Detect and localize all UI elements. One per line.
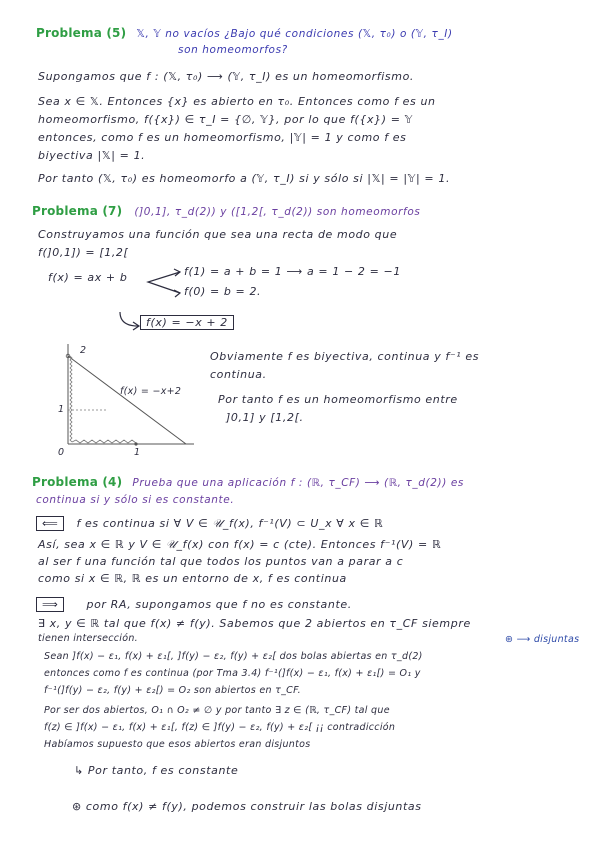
forward-line: Por ser dos abiertos, O₁ ∩ O₂ ≠ ∅ y por tanto ∃ z ∈ (ℝ, τ_CF) tal que xyxy=(44,705,390,716)
forward-line: entonces como f es continua (por Tma 3.4) f⁻¹(]f(x) − ε₁, f(x) + ε₁[) = O₁ y xyxy=(44,668,421,679)
forward-line: tienen intersección. xyxy=(38,633,138,644)
equation-f1: f(1) = a + b = 1 ⟶ a = 1 − 2 = −1 xyxy=(184,265,401,278)
problem-7-statement: (]0,1], τ_d(2)) y ([1,2[, τ_d(2)) son homeomorfos xyxy=(134,206,421,218)
problem-5-heading xyxy=(36,26,453,40)
result-formula xyxy=(140,316,234,329)
problem-7-note: Por tanto f es un homeomorfismo entre xyxy=(218,393,458,406)
problem-7-line: f(]0,1]) = [1,2[ xyxy=(38,246,129,259)
backward-line: f es continua si ∀ V ∈ 𝒰_f(x), f⁻¹(V) ⊂ U_x ∀ x ∈ ℝ xyxy=(76,517,384,530)
forward-arrow-icon: ⟹ xyxy=(36,597,64,612)
problem-4-statement-cont: continua si y sólo si es constante. xyxy=(36,494,235,506)
problem-5-conclusion: Por tanto (𝕏, τ₀) es homeomorfo a (𝕐, τ_I) si y sólo si |𝕏| = |𝕐| = 1. xyxy=(38,172,451,185)
backward-implication xyxy=(36,517,383,531)
problem-5-line: Sea x ∈ 𝕏. Entonces {x} es abierto en τ₀. Entonces como f es un xyxy=(38,95,436,108)
problem-4-conclusion: ↳ Por tanto, f es constante xyxy=(74,764,239,777)
problem-7-line: Construyamos una función que sea una recta de modo que xyxy=(38,228,398,241)
problem-4-footnote: ⊛ como f(x) ≠ f(y), podemos construir las bolas disjuntas xyxy=(72,800,422,813)
brace-arrows xyxy=(140,266,184,300)
forward-implication xyxy=(36,598,352,611)
graph-tick-y2: 2 xyxy=(80,345,87,356)
problem-5-statement-cont: son homeomorfos? xyxy=(178,44,288,56)
problem-4-heading xyxy=(32,475,464,489)
problem-4-title: Problema (4) xyxy=(32,475,123,489)
problem-5-title: Problema (5) xyxy=(36,26,127,40)
graph-tick-x1: 1 xyxy=(134,447,141,458)
forward-line: Habíamos supuesto que esos abiertos eran disjuntos xyxy=(44,739,311,750)
problem-5-statement: 𝕏, 𝕐 no vacíos ¿Bajo qué condiciones (𝕏, τ₀) o (𝕐, τ_I) xyxy=(136,28,453,40)
graph-tick-y1: 1 xyxy=(58,404,65,415)
equation-f0: f(0) = b = 2. xyxy=(184,285,262,298)
disjoint-note: ⊛ ⟶ disjuntas xyxy=(505,634,580,645)
backward-line: al ser f una función tal que todos los puntos van a parar a c xyxy=(38,555,404,568)
problem-7-note: ]0,1] y [1,2[. xyxy=(226,411,304,424)
problem-4-statement: Prueba que una aplicación f : (ℝ, τ_CF) ⟶ (ℝ, τ_d(2)) es xyxy=(132,477,464,489)
forward-line: f(z) ∈ ]f(x) − ε₁, f(x) + ε₁[, f(z) ∈ ]f(y) − ε₂, f(y) + ε₂[ ¡¡ contradicción xyxy=(44,722,396,733)
graph-tick-origin: 0 xyxy=(58,447,65,458)
problem-5-line: biyectiva |𝕏| = 1. xyxy=(38,149,146,162)
problem-5-line: Supongamos que f : (𝕏, τ₀) ⟶ (𝕐, τ_I) es un homeomorfismo. xyxy=(38,70,414,83)
line-graph xyxy=(48,340,198,456)
equation-main: f(x) = ax + b xyxy=(48,271,128,284)
problem-7-title: Problema (7) xyxy=(32,204,123,218)
problem-7-note: Obviamente f es biyectiva, continua y f⁻¹ es xyxy=(210,350,480,363)
problem-7-heading xyxy=(32,204,420,218)
backward-arrow-icon: ⟸ xyxy=(36,516,64,531)
forward-line: por RA, supongamos que f no es constante. xyxy=(86,598,352,611)
forward-line: f⁻¹(]f(y) − ε₂, f(y) + ε₂[) = O₂ son abiertos en τ_CF. xyxy=(44,685,301,696)
problem-5-line: homeomorfismo, f({x}) ∈ τ_I = {∅, 𝕐}, por lo que f({x}) = 𝕐 xyxy=(38,113,414,126)
backward-line: Así, sea x ∈ ℝ y V ∈ 𝒰_f(x) con f(x) = c (cte). Entonces f⁻¹(V) = ℝ xyxy=(38,538,442,551)
forward-line: ∃ x, y ∈ ℝ tal que f(x) ≠ f(y). Sabemos que 2 abiertos en τ_CF siempre xyxy=(38,617,471,630)
forward-line: Sean ]f(x) − ε₁, f(x) + ε₁[, ]f(y) − ε₂, f(y) + ε₂[ dos bolas abiertas en τ_d(2) xyxy=(44,651,423,662)
boxed-result: f(x) = −x + 2 xyxy=(140,315,234,330)
problem-7-note: continua. xyxy=(210,368,267,381)
backward-line: como si x ∈ ℝ, ℝ es un entorno de x, f es continua xyxy=(38,572,347,585)
problem-5-line: entonces, como f es un homeomorfismo, |𝕐| = 1 y como f es xyxy=(38,131,407,144)
graph-function-label: f(x) = −x+2 xyxy=(120,386,182,397)
